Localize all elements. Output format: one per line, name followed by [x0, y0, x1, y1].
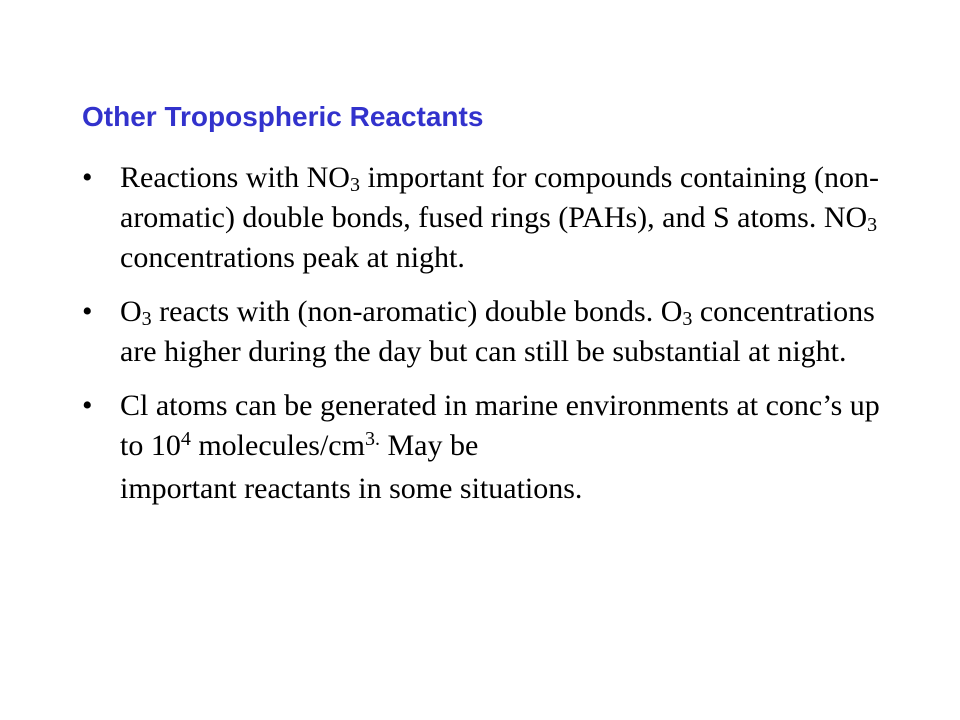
- bullet-text: [120, 158, 892, 278]
- subscript: 3: [349, 174, 360, 196]
- bullet-text-segment: reacts with (non-aromatic) double bonds. O: [151, 295, 683, 328]
- superscript: 3.: [364, 428, 380, 450]
- bullet-text-segment: concentrations are higher during the day but can still be substantial at night.: [120, 295, 875, 368]
- bullet-text-segment: Cl atoms can be generated in marine environments at conc’s up to 10: [120, 389, 880, 462]
- bullet-text: [120, 386, 892, 512]
- bullet-marker: •: [82, 161, 93, 194]
- bullet-list: [82, 158, 892, 512]
- subscript: 3: [141, 308, 152, 330]
- bullet-text-segment: concentrations peak at night.: [120, 241, 465, 274]
- subscript: 3: [867, 214, 878, 236]
- bullet-item-o3: [82, 292, 892, 372]
- slide-title: Other Tropospheric Reactants: [82, 101, 484, 132]
- bullet-text-segment: May be: [379, 429, 479, 462]
- bullet-text-segment: Reactions with NO: [120, 161, 350, 194]
- bullet-marker: •: [82, 389, 93, 422]
- bullet-text-segment: important for compounds containing (non-aromatic) double bonds, fused rings (PAHs), and S atoms. NO: [120, 161, 880, 234]
- bullet-text-segment: O: [120, 295, 142, 328]
- bullet-marker: •: [82, 295, 93, 328]
- subscript: 3: [682, 308, 693, 330]
- bullet-text: [120, 292, 892, 372]
- bullet-item-no3: [82, 158, 892, 278]
- bullet-text-segment: molecules/cm: [190, 429, 365, 462]
- bullet-text-segment: important reactants in some situations.: [120, 472, 583, 505]
- superscript: 4: [180, 428, 191, 450]
- bullet-item-cl: [82, 386, 892, 512]
